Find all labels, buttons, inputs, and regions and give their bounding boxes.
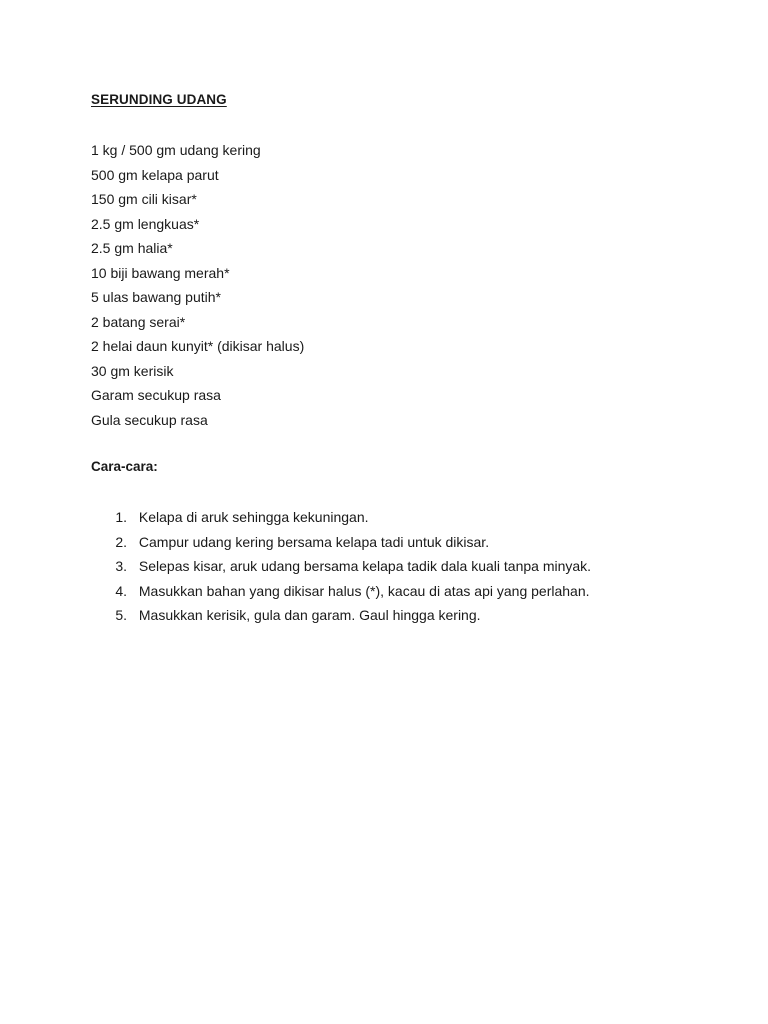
method-heading: Cara-cara: (91, 459, 158, 474)
ingredient-item: 1 kg / 500 gm udang kering (91, 142, 261, 158)
ingredient-item: 2 helai daun kunyit* (dikisar halus) (91, 338, 305, 354)
ingredient-item: 2.5 gm halia* (91, 240, 173, 256)
method-step (91, 507, 591, 532)
ingredient-item: 10 biji bawang merah* (91, 264, 230, 281)
step-number: 2. (115, 533, 127, 550)
method-step (91, 532, 591, 557)
step-text: Selepas kisar, aruk udang bersama kelapa tadik dala kuali tanpa minyak. (138, 558, 592, 574)
ingredient-item: 500 gm kelapa parut (91, 166, 219, 183)
step-number: 3. (115, 558, 127, 574)
ingredient-item: 2 batang serai* (91, 313, 186, 330)
ingredient-item: 150 gm cili kisar* (91, 191, 197, 207)
ingredient-item: Gula secukup rasa (91, 411, 208, 428)
ingredient-item: 2.5 gm lengkuas* (91, 215, 200, 232)
step-text: Masukkan kerisik, gula dan garam. Gaul hingga kering. (138, 607, 481, 623)
step-number: 1. (115, 509, 127, 525)
ingredient-item: 30 gm kerisik (91, 362, 174, 379)
method-steps-list (91, 507, 591, 630)
step-text: Kelapa di aruk sehingga kekuningan. (138, 509, 369, 525)
step-number: 4. (115, 582, 127, 599)
method-step (91, 581, 591, 606)
method-step (91, 605, 591, 630)
ingredient-list (91, 140, 304, 434)
step-text: Campur udang kering bersama kelapa tadi untuk dikisar. (138, 533, 490, 550)
ingredient-item: 5 ulas bawang putih* (91, 289, 221, 305)
ingredient-item: Garam secukup rasa (91, 387, 221, 403)
recipe-title: SERUNDING UDANG (91, 92, 227, 107)
step-text: Masukkan bahan yang dikisar halus (*), kacau di atas api yang perlahan. (138, 582, 590, 599)
method-step (91, 556, 591, 581)
step-number: 5. (115, 607, 127, 623)
